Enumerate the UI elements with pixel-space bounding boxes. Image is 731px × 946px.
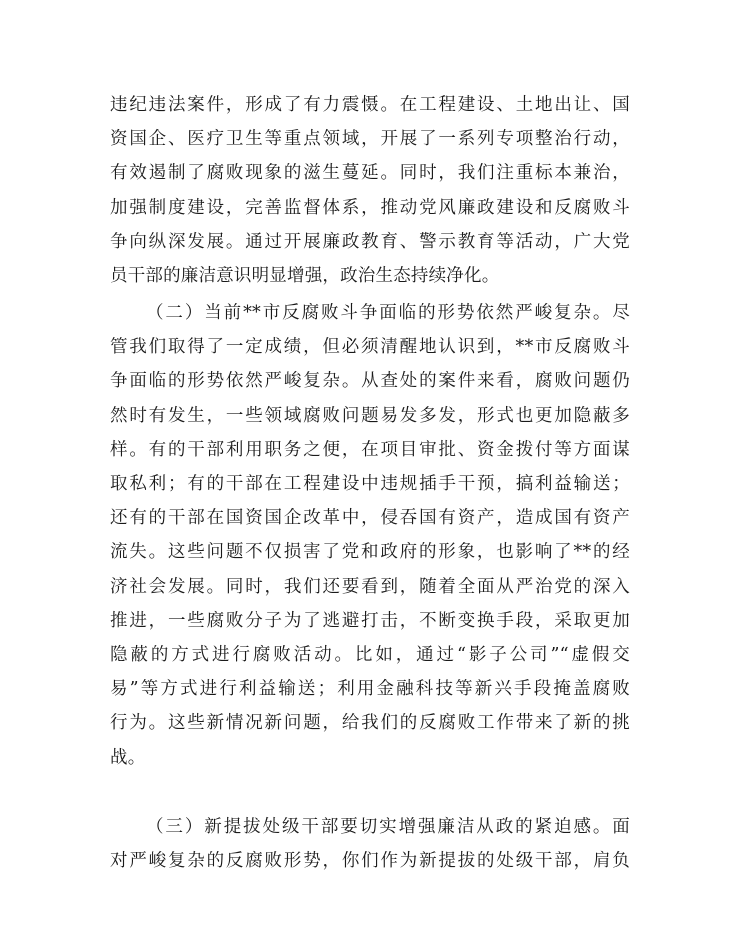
- paragraph-1: [110, 88, 630, 293]
- paragraph-line: 样。有的干部利用职务之便，在项目审批、资金拨付等方面谋: [110, 439, 630, 460]
- paragraph-line: 然时有发生，一些领域腐败问题易发多发，形式也更加隐蔽多: [110, 405, 630, 426]
- paragraph-line: 员干部的廉洁意识明显增强，政治生态持续净化。: [110, 266, 500, 287]
- paragraph-line: 战。: [110, 747, 146, 768]
- paragraph-line: 隐蔽的方式进行腐败活动。比如，通过“影子公司”“虚假交: [110, 645, 630, 666]
- paragraph-line: 资国企、医疗卫生等重点领域，开展了一系列专项整治行动，: [110, 129, 630, 150]
- paragraph-line: 行为。这些新情况新问题，给我们的反腐败工作带来了新的挑: [110, 713, 630, 734]
- paragraph-line: 济社会发展。同时，我们还要看到，随着全面从严治党的深入: [110, 576, 630, 597]
- paragraph-line: 对严峻复杂的反腐败形势，你们作为新提拔的处级干部，肩负: [110, 851, 630, 872]
- paragraph-line: 管我们取得了一定成绩，但必须清醒地认识到，**市反腐败斗: [110, 337, 630, 358]
- paragraph-line: 加强制度建设，完善监督体系，推动党风廉政建设和反腐败斗: [110, 197, 630, 218]
- paragraph-line: 争向纵深发展。通过开展廉政教育、警示教育等活动，广大党: [110, 231, 630, 252]
- paragraph-line: 违纪违法案件，形成了有力震慑。在工程建设、土地出让、国: [110, 95, 630, 115]
- paragraph-3: [110, 810, 630, 878]
- paragraph-line: （二）当前**市反腐败斗争面临的形势依然严峻复杂。尽: [146, 303, 630, 323]
- paragraph-line: 有效遏制了腐败现象的滋生蔓延。同时，我们注重标本兼治，: [110, 163, 630, 184]
- paragraph-line: 争面临的形势依然严峻复杂。从查处的案件来看，腐败问题仍: [110, 371, 630, 392]
- paragraph-line: 易”等方式进行利益输送；利用金融科技等新兴手段掩盖腐败: [110, 679, 630, 700]
- paragraph-line: 流失。这些问题不仅损害了党和政府的形象，也影响了**的经: [110, 542, 630, 563]
- paragraph-line: 推进，一些腐败分子为了逃避打击，不断变换手段，采取更加: [110, 610, 630, 631]
- paragraph-line: （三）新提拔处级干部要切实增强廉洁从政的紧迫感。面: [146, 817, 630, 837]
- paragraph-2: [110, 296, 630, 775]
- paragraph-line: 还有的干部在国资国企改革中，侵吞国有资产，造成国有资产: [110, 508, 630, 529]
- paragraph-line: 取私利；有的干部在工程建设中违规插手干预，搞利益输送；: [110, 474, 630, 495]
